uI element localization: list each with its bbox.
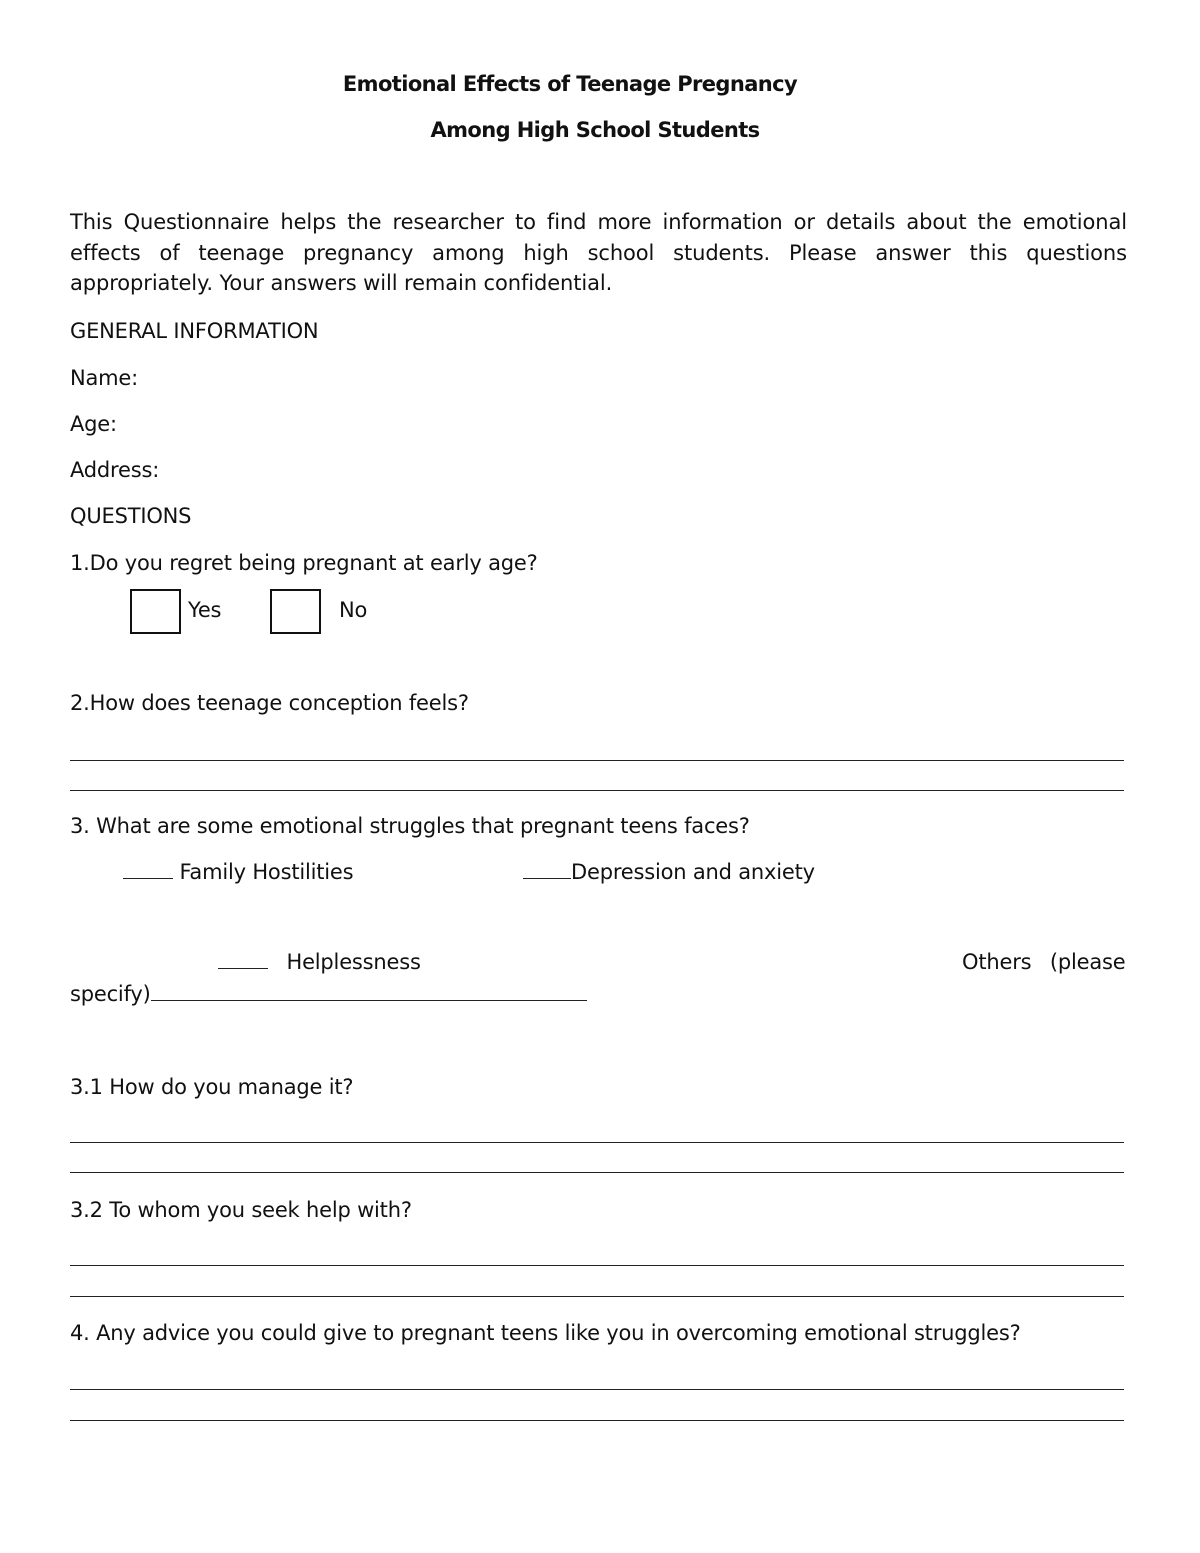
option-blank[interactable] <box>218 950 268 969</box>
answer-line[interactable] <box>70 1389 1124 1390</box>
option-blank[interactable] <box>523 860 571 879</box>
answer-line[interactable] <box>70 790 1124 791</box>
question-3-text: 3. What are some emotional struggles that pregnant teens faces? <box>70 814 750 838</box>
no-checkbox[interactable] <box>270 589 321 634</box>
option-others-label: Others (please <box>962 950 1126 974</box>
intro-paragraph: This Questionnaire helps the researcher to find more information or details about the emotional effects of teenage pregnancy among high school students. Please answer this questions appropriately. Your answers will remain confidential. <box>70 210 1127 295</box>
question-3-1-text: 3.1 How do you manage it? <box>70 1075 354 1099</box>
answer-line[interactable] <box>70 1142 1124 1143</box>
age-label: Age: <box>70 412 117 436</box>
question-1-text: 1.Do you regret being pregnant at early age? <box>70 551 538 575</box>
questions-heading: QUESTIONS <box>70 504 192 528</box>
question-2-text: 2.How does teenage conception feels? <box>70 691 469 715</box>
yes-label: Yes <box>188 598 222 622</box>
others-specify-blank[interactable] <box>151 982 587 1001</box>
question-4-text: 4. Any advice you could give to pregnant teens like you in overcoming emotional struggles? <box>70 1321 1021 1345</box>
document-title: Emotional Effects of Teenage Pregnancy <box>342 72 798 96</box>
option-helplessness <box>218 947 421 977</box>
option-label: specify) <box>70 982 151 1006</box>
answer-line[interactable] <box>70 1420 1124 1421</box>
option-label: Family Hostilities <box>179 860 354 884</box>
general-info-heading: GENERAL INFORMATION <box>70 319 319 343</box>
answer-line[interactable] <box>70 1265 1124 1266</box>
option-label: Helplessness <box>286 950 421 974</box>
option-depression-anxiety <box>523 857 815 887</box>
option-blank[interactable] <box>123 860 173 879</box>
answer-line[interactable] <box>70 1296 1124 1297</box>
question-3-2-text: 3.2 To whom you seek help with? <box>70 1198 412 1222</box>
no-label: No <box>339 598 368 622</box>
answer-line[interactable] <box>70 1172 1124 1173</box>
option-others-specify <box>70 979 587 1009</box>
yes-checkbox[interactable] <box>130 589 181 634</box>
option-label: Depression and anxiety <box>571 860 815 884</box>
document-subtitle: Among High School Students <box>430 118 760 142</box>
address-label: Address: <box>70 458 160 482</box>
answer-line[interactable] <box>70 760 1124 761</box>
option-family-hostilities <box>123 857 353 887</box>
name-label: Name: <box>70 366 139 390</box>
